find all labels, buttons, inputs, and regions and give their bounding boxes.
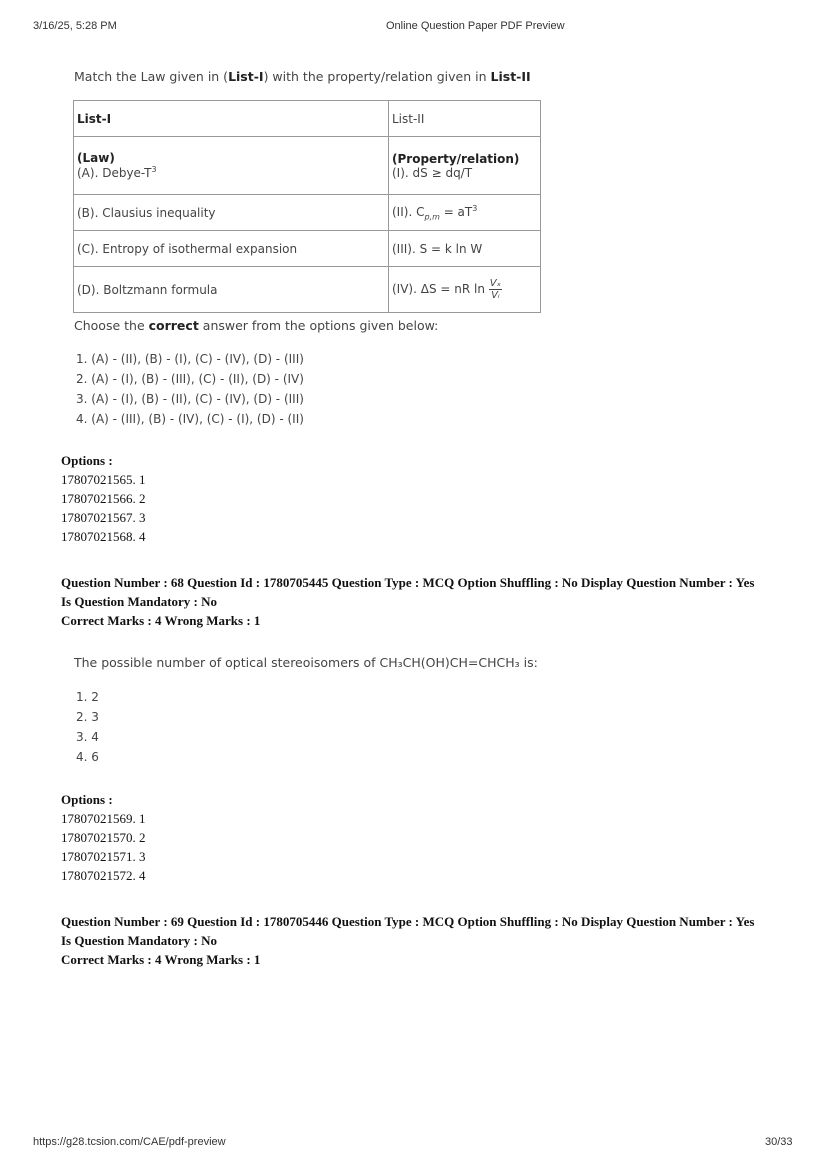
option-id: 17807021571. 3: [61, 849, 146, 864]
question-67-answers: [76, 349, 304, 429]
table-head-list2: List-II: [389, 101, 541, 137]
option-id: 17807021567. 3: [61, 510, 146, 525]
option-id: 17807021570. 2: [61, 830, 146, 845]
property-iv: (IV). ΔS = nR ln $\frac{\text{Vₓ}}{\text{Vᵢ}}$: [389, 267, 541, 313]
print-datetime: 3/16/25, 5:28 PM: [33, 20, 117, 32]
option-id: 17807021566. 2: [61, 491, 146, 506]
question-68-text: The possible number of optical stereoisomers of CH₃CH(OH)CH=CHCH₃ is:: [74, 655, 538, 670]
law-d: (D). Boltzmann formula: [74, 267, 389, 313]
option-id: 17807021569. 1: [61, 811, 146, 826]
answer-option: 2. (A) - (I), (B) - (III), (C) - (II), (D) - (IV): [76, 372, 304, 386]
question-68-meta: [61, 573, 754, 630]
answer-option: 3. 4: [76, 730, 99, 744]
page-number: 30/33: [765, 1136, 793, 1148]
match-table: [73, 100, 541, 313]
table-row: [74, 137, 541, 195]
meta-line: Correct Marks : 4 Wrong Marks : 1: [61, 952, 261, 967]
option-id: 17807021572. 4: [61, 868, 146, 883]
answer-option: 4. (A) - (III), (B) - (IV), (C) - (I), (D) - (II): [76, 412, 304, 426]
answer-option: 1. 2: [76, 690, 99, 704]
property-ii: (II). $C_{p,m} = aT^3$: [389, 195, 541, 231]
answer-option: 2. 3: [76, 710, 99, 724]
meta-line: Correct Marks : 4 Wrong Marks : 1: [61, 613, 261, 628]
options-label: Options :: [61, 792, 113, 807]
print-title: Online Question Paper PDF Preview: [386, 20, 565, 32]
meta-line: Is Question Mandatory : No: [61, 594, 218, 609]
law-a: (A). Debye-T: [77, 166, 152, 180]
meta-line: Question Number : 68 Question Id : 1780705445 Question Type : MCQ Option Shuffling : No Display Question Number : Yes: [61, 575, 755, 590]
table-head-list1: List-I: [74, 101, 389, 137]
choose-instruction: Choose the correct answer from the options given below:: [74, 318, 439, 333]
property-iii: (III). S = k ln W: [389, 231, 541, 267]
question-69-meta: [61, 912, 754, 969]
table-row: [74, 231, 541, 267]
law-b: (B). Clausius inequality: [74, 195, 389, 231]
question-68-answers: [76, 687, 99, 767]
table-cell: [389, 137, 541, 195]
meta-line: Question Number : 69 Question Id : 1780705446 Question Type : MCQ Option Shuffling : No Display Question Number : Yes: [61, 914, 755, 929]
question-67-options: [61, 451, 146, 546]
options-label: Options :: [61, 453, 113, 468]
intro-list1: List-I: [228, 69, 264, 84]
answer-option: 1. (A) - (II), (B) - (I), (C) - (IV), (D) - (III): [76, 352, 304, 366]
intro-text-a: Match the Law given in (: [74, 69, 229, 84]
table-row: [74, 267, 541, 313]
meta-line: Is Question Mandatory : No: [61, 933, 218, 948]
table-row: [74, 101, 541, 137]
sub-heading-law: (Law): [77, 151, 115, 165]
option-id: 17807021568. 4: [61, 529, 146, 544]
answer-option: 4. 6: [76, 750, 99, 764]
law-c: (C). Entropy of isothermal expansion: [74, 231, 389, 267]
property-i: (I). dS ≥ dq/T: [392, 165, 473, 180]
intro-text-c: ) with the property/relation given in: [263, 69, 491, 84]
volume-fraction: $\frac{\text{Vₓ}}{\text{Vᵢ}}$: [489, 278, 502, 301]
law-a-sup: 3: [151, 165, 157, 174]
table-cell: [74, 137, 389, 195]
sub-heading-property: (Property/relation): [392, 151, 520, 166]
footer-url[interactable]: https://g28.tcsion.com/CAE/pdf-preview: [33, 1136, 226, 1148]
answer-option: 3. (A) - (I), (B) - (II), (C) - (IV), (D) - (III): [76, 392, 304, 406]
intro-list2: List-II: [490, 69, 531, 84]
option-id: 17807021565. 1: [61, 472, 146, 487]
question-67-intro: [74, 69, 531, 84]
question-68-options: [61, 790, 146, 885]
table-row: [74, 195, 541, 231]
